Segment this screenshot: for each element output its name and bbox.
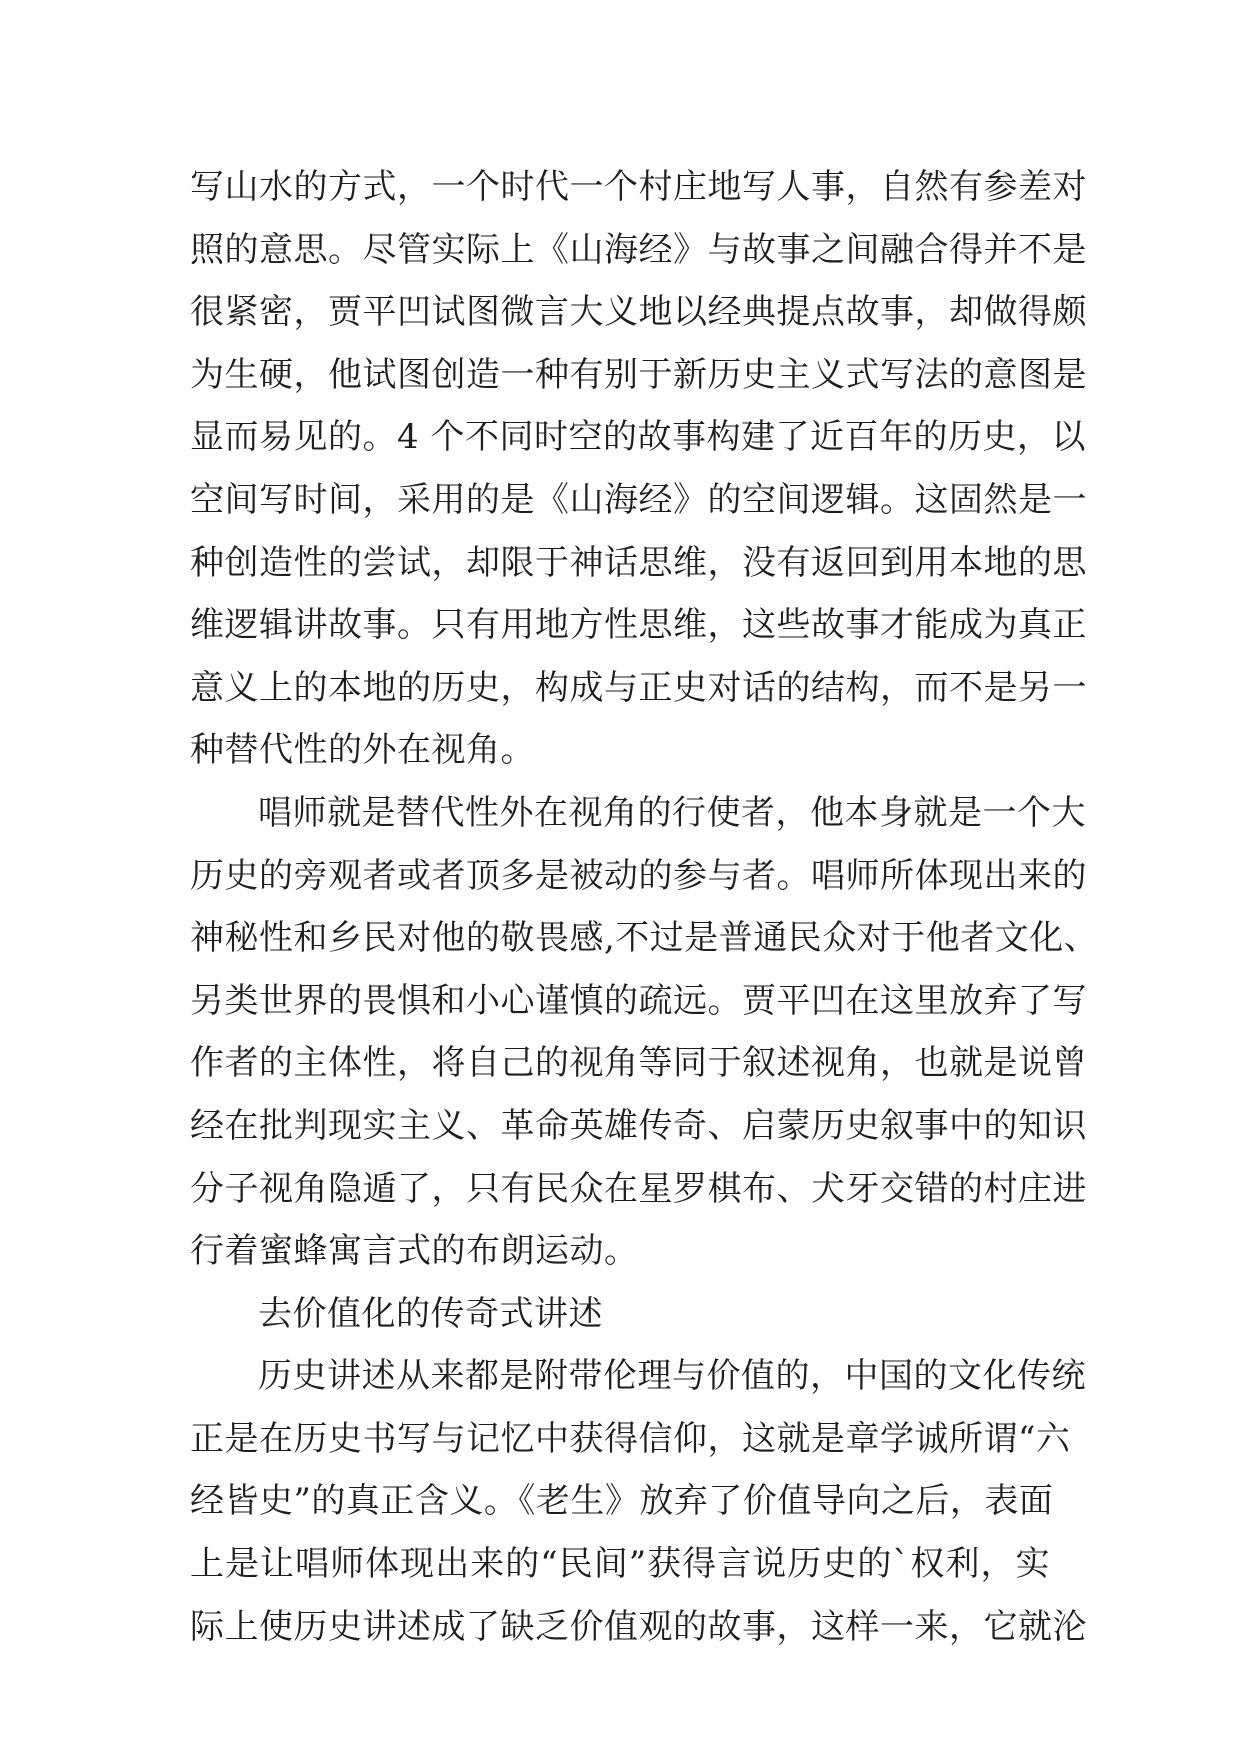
text-line: 经在批判现实主义、革命英雄传奇、启蒙历史叙事中的知识 (190, 1105, 1087, 1146)
text-line: 正是在历史书写与记忆中获得信仰，这就是章学诚所谓“六 (190, 1418, 1071, 1459)
paragraph (190, 156, 1087, 782)
text-line: 写山水的方式，一个时代一个村庄地写人事，自然有参差对 (190, 167, 1087, 207)
text-line: 历史讲述从来都是附带伦理与价值的，中国的文化传统 (258, 1356, 1086, 1397)
paragraph (190, 782, 1099, 1283)
text-line: 维逻辑讲故事。只有用地方性思维，这些故事才能成为真正 (190, 605, 1087, 646)
text-line: 分子视角隐遁了，只有民众在星罗棋布、犬牙交错的村庄进 (190, 1168, 1087, 1209)
text-line: 照的意思。尽管实际上《山海经》与故事之间融合得并不是 (190, 229, 1087, 270)
text-line: 历史的旁观者或者顶多是被动的参与者。唱师所体现出来的 (190, 855, 1087, 896)
text-line: 很紧密，贾平凹试图微言大义地以经典提点故事，却做得颇 (190, 292, 1087, 333)
text-line: 上是让唱师体现出来的“民间”获得言说历史的`权利，实 (190, 1544, 1050, 1585)
text-line: 行着蜜蜂寓言式的布朗运动。 (190, 1231, 639, 1272)
text-line: 神秘性和乡民对他的敬畏感,不过是普通民众对于他者文化、 (190, 918, 1099, 959)
text-line: 种替代性的外在视角。 (190, 730, 535, 771)
document-body (190, 156, 1099, 1658)
text-line: 唱师就是替代性外在视角的行使者，他本身就是一个大 (258, 792, 1086, 833)
text-line: 意义上的本地的历史，构成与正史对话的结构，而不是另一 (190, 667, 1087, 708)
text-line: 作者的主体性，将自己的视角等同于叙述视角，也就是说曾 (190, 1043, 1087, 1084)
text-line: 际上使历史讲述成了缺乏价值观的故事，这样一来，它就沦 (190, 1606, 1087, 1647)
text-line: 经皆史”的真正含义。《老生》放弃了价值导向之后，表面 (190, 1481, 1054, 1522)
paragraph (190, 1345, 1087, 1658)
text-line: 另类世界的畏惧和小心谨慎的疏远。贾平凹在这里放弃了写 (190, 980, 1087, 1021)
text-line: 空间写时间，采用的是《山海经》的空间逻辑。这固然是一 (190, 479, 1087, 520)
text-line: 去价值化的传奇式讲述 (258, 1293, 603, 1334)
text-line: 显而易见的。4 个不同时空的故事构建了近百年的历史，以 (190, 417, 1086, 458)
paragraph (190, 1283, 1050, 1346)
text-line: 种创造性的尝试，却限于神话思维，没有返回到用本地的思 (190, 542, 1087, 583)
text-line: 为生硬，他试图创造一种有别于新历史主义式写法的意图是 (190, 354, 1087, 395)
